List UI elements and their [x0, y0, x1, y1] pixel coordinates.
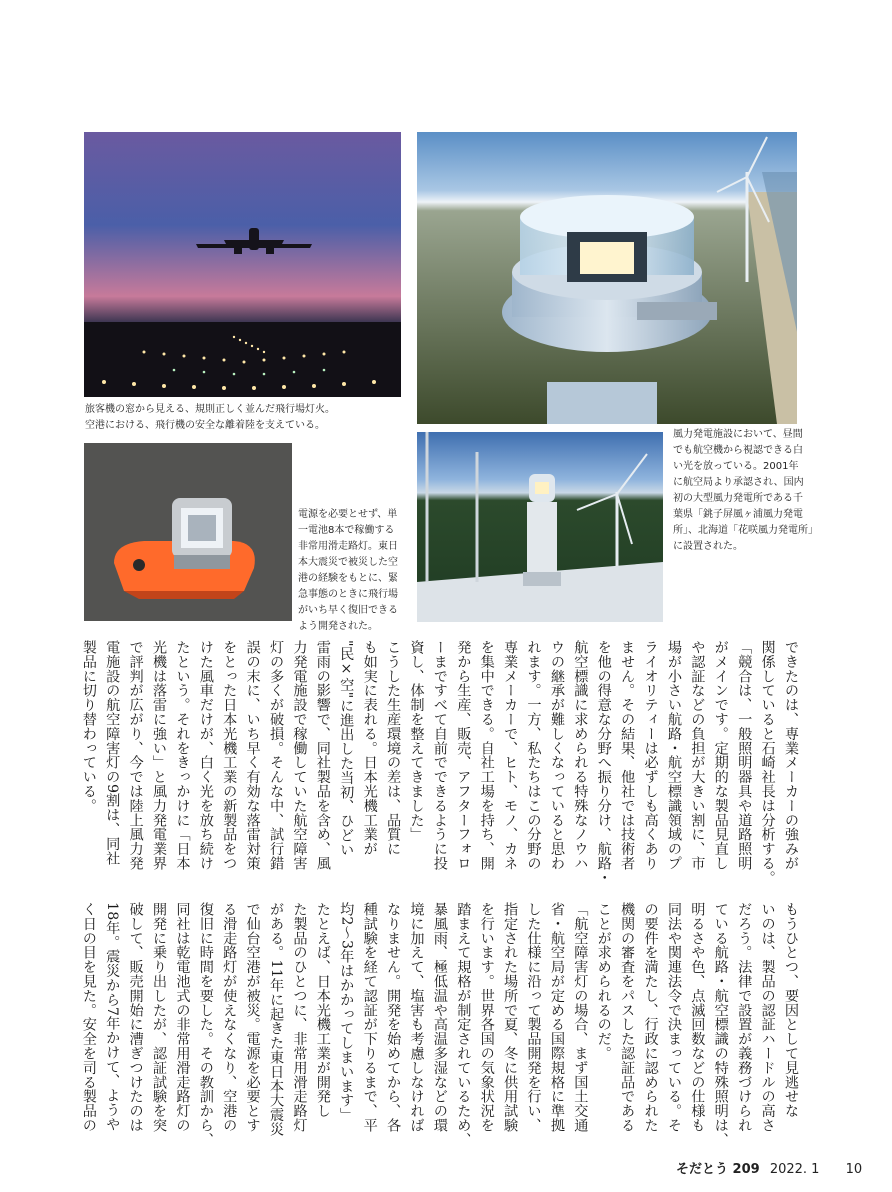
caption-line: 初の大型風力発電所である千	[673, 493, 803, 504]
caption-line: よう開発された。	[298, 621, 378, 632]
text-column: 指定された場所で夏、冬に供用試験	[502, 902, 519, 1133]
text-column: がある。11年に起きた東日本大震災	[268, 902, 285, 1137]
text-column: 同社は乾電池式の非常用滑走路灯の	[174, 902, 191, 1133]
text-column: 境に加えて、塩害も考慮しなければ	[408, 902, 425, 1133]
text-column: 復旧に時間を要した。その教訓から、	[197, 902, 214, 1147]
text-column: なりません。開発を始めてから、各	[385, 902, 402, 1133]
text-column: 種試験を経て認証が下りるまで、平	[361, 902, 378, 1133]
text-column: 18年。震災から7年かけて、ようや	[104, 902, 121, 1132]
text-column: 電施設の航空障害灯の9割は、同社	[104, 640, 121, 866]
text-column: れます。一方、私たちはこの分野の	[525, 640, 542, 871]
text-column: や認証などの負担が大きい割に、市	[689, 640, 706, 871]
caption-line: 電源を必要とせず、単	[298, 509, 398, 520]
airport-runway-photo	[84, 132, 401, 397]
caption-line: 風力発電施設において、昼間	[673, 429, 803, 440]
caption-line: 所」、北海道「花咲風力発電所」	[673, 525, 818, 536]
text-column: 誤の末に、いち早く有効な落雷対策	[244, 640, 261, 871]
airport-photo-caption	[85, 402, 405, 434]
text-column: ている航路・航空標識の特殊照明は、	[712, 902, 729, 1147]
text-column: がメインです。定期的な製品見直し	[712, 640, 729, 871]
caption-line: 非常用滑走路灯。東日	[298, 541, 398, 552]
text-column: 破して、販売開始に漕ぎつけたのは	[127, 902, 144, 1133]
text-column: いのは、製品の認証ハードルの高さ	[759, 902, 776, 1133]
battery-runway-light-photo	[84, 443, 292, 621]
text-column: の要件を満たし、行政に認められた	[642, 902, 659, 1133]
text-column: できたのは、専業メーカーの強みが	[783, 640, 799, 871]
text-column: ライオリティーは必ずしも高くあり	[642, 640, 659, 871]
text-column: 「航空障害灯の場合、まず国土交通	[572, 902, 589, 1133]
text-column: した仕様に沿って製品開発を行い、	[525, 902, 542, 1133]
page-footer	[676, 1158, 862, 1178]
text-column: で評判が広がり、今では陸上風力発	[127, 640, 144, 871]
text-column: ません。その結果、他社では技術者	[619, 640, 636, 871]
text-column: た製品のひとつに、非常用滑走路灯	[291, 902, 308, 1133]
text-column: 雷雨の影響で、同社製品を含め、風	[314, 640, 331, 871]
caption-line: に航空局より承認され、国内	[673, 477, 804, 488]
text-column: 開発に乗り出したが、認証試験を突	[151, 902, 168, 1133]
text-column: を行います。世界各国の気象状況を	[478, 902, 495, 1133]
text-column: だろう。法律で設置が義務づけられ	[736, 902, 753, 1133]
text-column: をとった日本光機工業の新製品をつ	[221, 640, 238, 871]
text-column: を集中できる。自社工場を持ち、開	[478, 640, 495, 871]
text-column: 力発電施設で稼働していた航空障害	[291, 640, 308, 871]
text-column: る滑走路灯が使えなくなり、空港の	[221, 902, 238, 1133]
text-column: を他の得意な分野へ振り分け、航路・	[595, 640, 612, 885]
wind-farm-photo-caption	[673, 427, 818, 555]
text-column: 場が小さい航路・航空標識領域のプ	[665, 640, 682, 871]
text-column: 暴風雨、極低温や高温多湿などの環	[431, 902, 448, 1133]
text-column: もうひとつ、要因として見逃せな	[783, 902, 799, 1118]
caption-line: 急事態のときに飛行場	[298, 589, 398, 600]
wind-farm-light-photo	[417, 132, 797, 424]
text-column: 同法や関連法令で決まっている。そ	[665, 902, 682, 1133]
text-column: 資し、体制を整えてきました」	[408, 640, 425, 842]
text-column: 明るさや色、点滅回数などの仕様も	[689, 902, 706, 1133]
text-column: ーまですべて自前でできるように投	[431, 640, 448, 871]
text-column: 省・航空局が定める国際規格に準拠	[548, 902, 565, 1133]
caption-line: 本大震災で被災した空	[298, 557, 398, 568]
wind-turbine-light-icon	[417, 432, 663, 622]
text-column: く日の目を見た。安全を司る製品の	[80, 902, 97, 1133]
text-column: 灯の多くが破損。そんな中、試行錯	[268, 640, 285, 871]
text-column: 専業メーカーで、ヒト、モノ、カネ	[502, 640, 519, 871]
text-column: けた風車だけが、白く光を放ち続け	[197, 640, 214, 871]
body-text-top	[80, 640, 802, 885]
text-column: 機関の審査をパスした認証品である	[619, 902, 636, 1133]
text-column: で仙台空港が被災。電源を必要とす	[244, 902, 261, 1133]
issue-date: 2022. 1	[769, 1162, 820, 1177]
caption-line: に設置された。	[673, 541, 743, 552]
aviation-obstruction-light-icon	[417, 132, 797, 424]
battery-light-photo-caption	[298, 507, 414, 635]
text-column: たという。それをきっかけに「日本	[174, 640, 191, 871]
text-column: 光機は落雷に強い」と風力発電業界	[151, 640, 168, 871]
text-column: たとえば、日本光機工業が開発し	[314, 902, 331, 1118]
caption-line: 一電池8本で稼働する	[298, 525, 395, 536]
text-column: 「競合は、一般照明器具や道路照明	[736, 640, 753, 871]
body-text-bottom	[80, 902, 802, 1147]
page-number: 10	[845, 1162, 863, 1177]
battery-runway-light-icon	[84, 443, 292, 621]
caption-line: でも航空機から視認できる白	[673, 445, 803, 456]
turbine-nacelle-light-photo	[417, 432, 663, 622]
caption-line: 空港における、飛行機の安全な離着陸を支えている。	[85, 420, 325, 431]
text-column: こうした生産環境の差は、品質に	[385, 640, 402, 856]
text-column: 踏まえて規格が制定されているため、	[455, 902, 472, 1147]
caption-line: 港の経験をもとに、緊	[298, 573, 398, 584]
text-column: 航空標識に求められる特殊なノウハ	[572, 640, 589, 871]
text-column: も如実に表れる。日本光機工業が	[361, 640, 378, 856]
text-column: 発から生産、販売、アフターフォロ	[455, 640, 472, 871]
text-column: 均2〜3年はかかってしまいます」	[338, 902, 355, 1123]
caption-line: い光を放っている。2001年	[673, 461, 799, 472]
text-column: "民×空"に進出した当初、ひどい	[338, 640, 355, 857]
caption-line: 旅客機の窓から見える、規則正しく並んだ飛行場灯火。	[85, 404, 335, 415]
magazine-title: そだとう 209	[676, 1162, 760, 1177]
caption-line: がいち早く復旧できる	[298, 605, 398, 616]
airplane-runway-icon	[84, 132, 401, 397]
text-column: 関係していると石崎社長は分析する。	[759, 640, 776, 885]
caption-line: 葉県「銚子屏風ヶ浦風力発電	[673, 509, 803, 520]
text-column: 製品に切り替わっている。	[80, 640, 97, 813]
text-column: ことが求められるのだ。	[595, 902, 612, 1061]
text-column: ウの継承が難しくなっていると思わ	[548, 640, 565, 871]
